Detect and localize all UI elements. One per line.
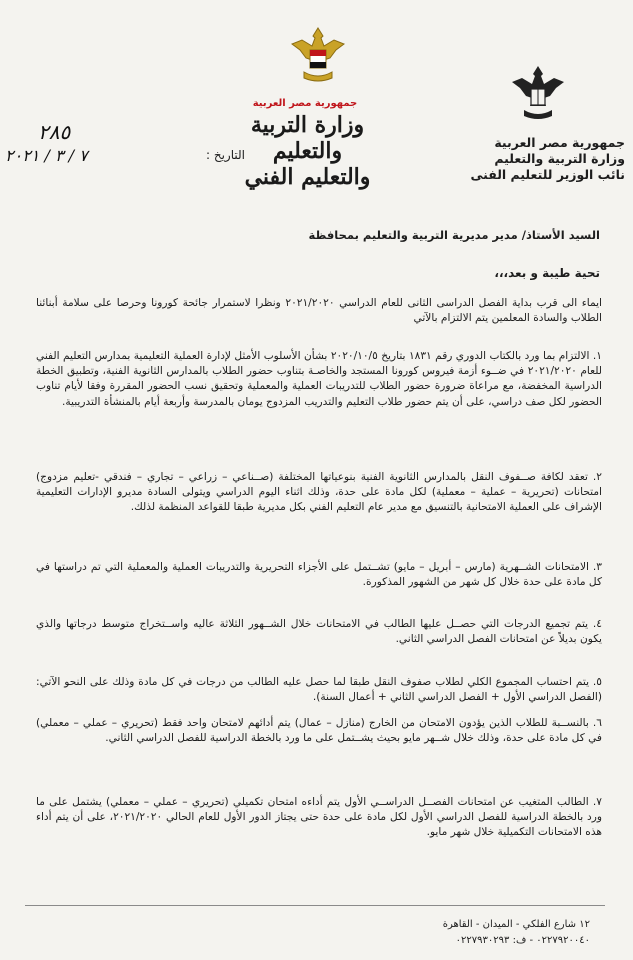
footer-phone: ٠٢٢٧٩٢٠٠٤٠ - ف: ٠٢٢٧٩٣٠٢٩٣: [455, 935, 590, 946]
sender-line-2: وزارة التربية والتعليم: [494, 151, 625, 166]
intro-paragraph: ايماء الى قرب بداية الفصل الدراسى الثانى للعام الدراسي ٢٠٢١/٢٠٢٠ ونظرا لاستمرار جائحة كورونا وحرصا على سلامة أبنائنا الطلاب والسادة المعلمين يتم الالتزام بالآتي: [36, 297, 602, 325]
date-label: التاريخ :: [205, 148, 245, 162]
footer-divider: [25, 905, 605, 906]
clause-7: ٧. الطالب المتغيب عن امتحانات الفصــل الدراســي الأول يتم أداءه امتحان تكميلي (تحريري – عملي – معملي) يشتمل على ما ورد بالخطة الدراسية للفصل الدراسي الأول لكل مادة على حدة حتى يجتاز الدور الأول للعام الحالي ٢٠٢١/٢٠٢٠، على أن يتم أداء هذه الامتحانات التكميلية خلال شهر مايو.: [36, 796, 602, 839]
eagle-emblem-black-icon: [510, 62, 566, 132]
sender-line-1: جمهورية مصر العربية: [494, 135, 625, 150]
clause-4: ٤. يتم تجميع الدرجات التي حصــل عليها الطالب في الامتحانات خلال الشــهور الثلاثة عاليه واســتخراج متوسط درجاتها والذي يكون بديلاً عن امتحانات الفصل الدراسي الثاني.: [36, 618, 602, 646]
sender-line-3: نائب الوزير للتعليم الفنى: [470, 167, 625, 182]
ministry-name-small: جمهورية مصر العربية: [252, 98, 358, 109]
clause-2: ٢. تعقد لكافة صــفوف النقل بالمدارس الثانوية الفنية بنوعياتها المختلفة (صــناعي – زراعي – تجاري – فندقي -تعليم مزدوج) امتحانات (تحريرية – عملية – معملية) لكل مادة على حدة، وذلك اثناء اليوم الدراسي ويتولى السادة مديرو الإدارات التعليمية الإشراف على العملية الامتحانية بالتنسيق مع مدير عام التعليم الفني بكل مديرية طبقا للقواعد المنظمة لذلك.: [36, 471, 602, 514]
clause-5: ٥. يتم احتساب المجموع الكلي لطلاب صفوف النقل طبقا لما حصل عليه الطالب من درجات في كل مادة وذلك على النحو الآتي: (الفصل الدراسي الأول + الفصل الدراسي الثاني + أعمال السنة).: [36, 676, 602, 704]
handwritten-date: ٧ / ٣ / ٢٠٢١: [5, 146, 88, 165]
egypt-eagle-emblem-icon: [290, 24, 346, 94]
ministry-logotype-line-2: والتعليم الفني: [244, 164, 371, 190]
sender-block: [440, 135, 625, 183]
clause-1: ١. الالتزام بما ورد بالكتاب الدوري رقم ١٨٣١ بتاريخ ٢٠٢٠/١٠/٥ بشأن الأسلوب الأمثل لإدارة العملية التعليمية بمدارس التعليم الفني للعام ٢٠٢١/٢٠٢٠ في ضــوء أزمة فيروس كورونا المستجد والخاصـة بتناوب حضور الطلاب بالمدارس الثانوية الفنية، وتطبيق الخطة الدراسية المخفضة، مع مراعاة ضرورة حضور الطلاب للتدريبات العملية والمعملية وتحقيق نسب الحضور المقررة وفقا لأيام تناوب الحضور لكل صف دراسي، على أن يتم حضور طلاب التعليم والتدريب المزدوج يومان بالمدرسة وأربعة أيام بالمنشأة التدريبية.: [36, 350, 603, 408]
salutation: السيد الأستاذ/ مدير مديرية التربية والتعليم بمحافظة: [308, 228, 600, 242]
footer-address: ١٢ شارع الفلكي - الميدان - القاهرة: [442, 919, 590, 930]
ministry-logotype-line-1: وزارة التربية والتعليم: [250, 112, 365, 164]
clause-3: ٣. الامتحانات الشــهرية (مارس – أبريل – مايو) تشــتمل على الأجزاء التحريرية والتدريبات العملية والمعملية التي تم دراستها في كل مادة على حدة خلال كل شهر من الشهور المذكورة.: [36, 561, 602, 589]
greeting: تحية طيبة و بعد،،،: [494, 266, 600, 280]
handwritten-reference-number: ٢٨٥: [38, 120, 71, 144]
ministry-logotype: [225, 112, 390, 190]
clause-6: ٦. بالنســبة للطلاب الذين يؤدون الامتحان من الخارج (منازل – عمال) يتم أدائهم لامتحان واحد فقط (تحريري – عملي – معملي) في كل مادة على حدة، وذلك خلال شــهر مايو بحيث يشــتمل على ما ورد بالخطة الدراسية للفصل الدراسي الثاني.: [36, 717, 602, 745]
